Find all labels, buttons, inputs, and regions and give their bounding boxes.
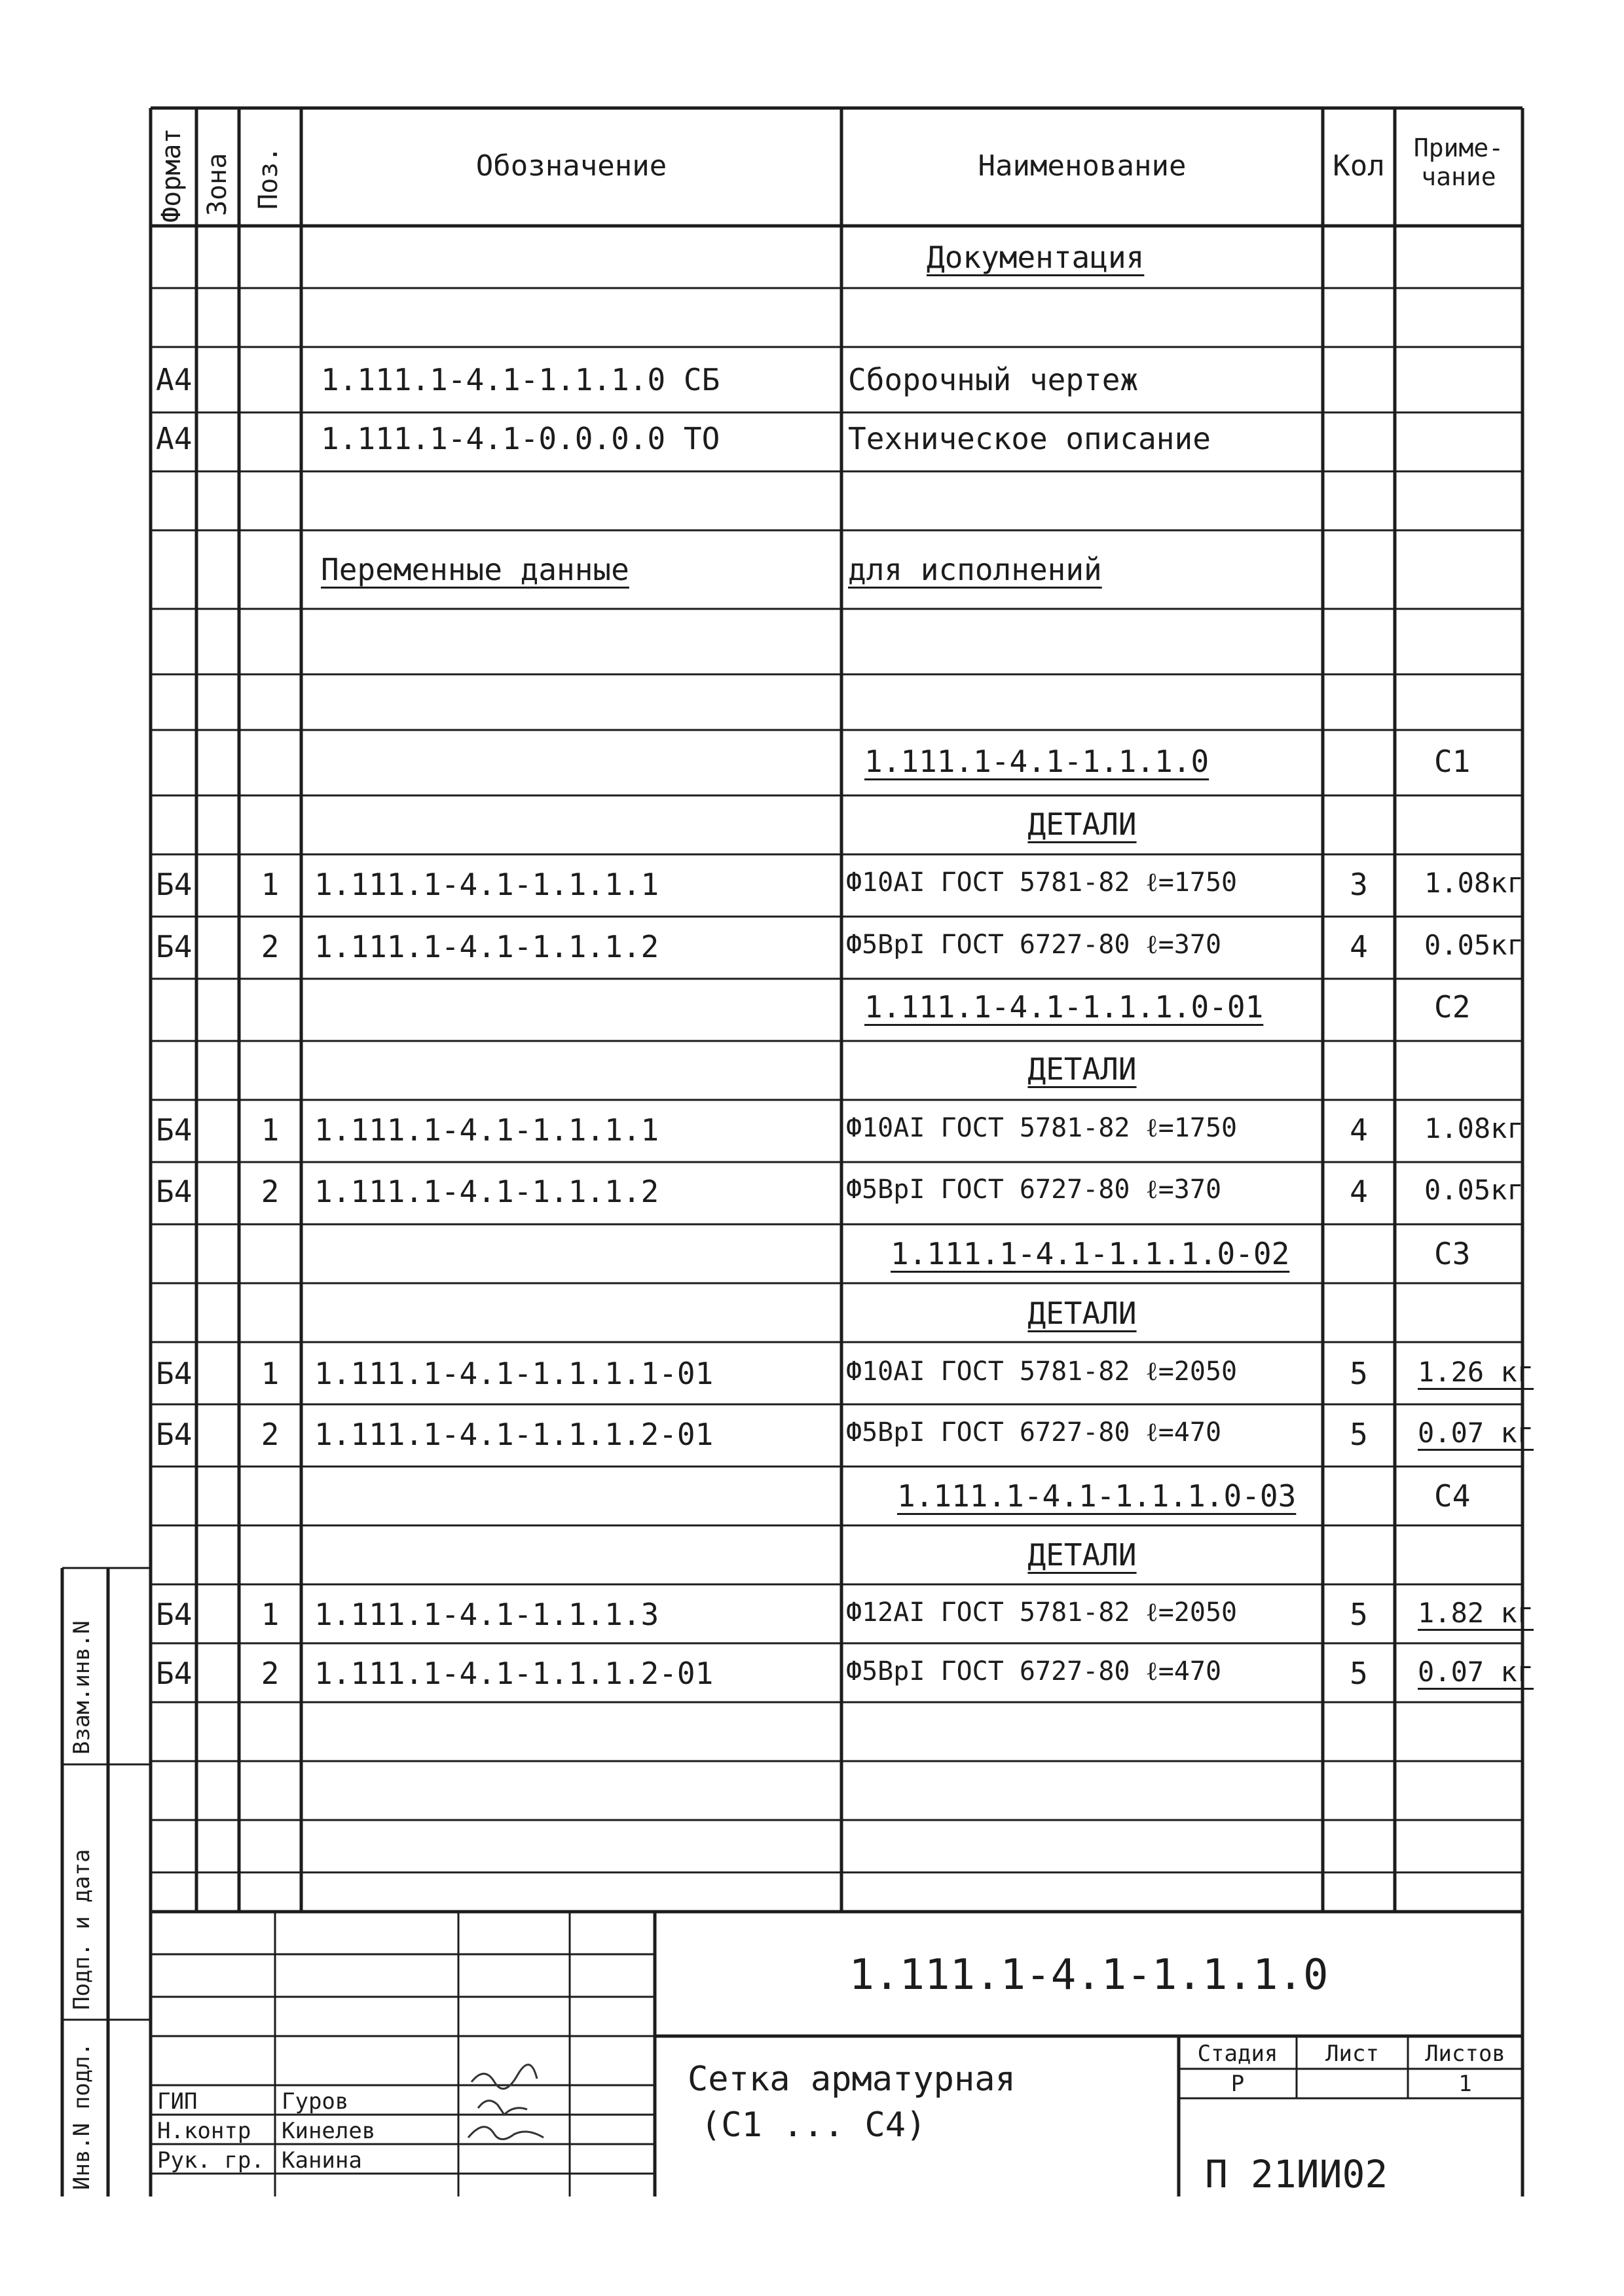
item-qty: 5: [1350, 1356, 1368, 1391]
section-variable-left: Переменные данные: [321, 552, 629, 587]
item-note: 1.82 кг: [1418, 1597, 1534, 1629]
item-qty: 4: [1350, 1112, 1368, 1148]
stamp-inv-orig: Взам.инв.N: [69, 1620, 95, 1755]
item-format: Б4: [156, 867, 193, 902]
item-note: 1.26 кг: [1418, 1356, 1534, 1388]
header-qty: Кол: [1333, 149, 1385, 183]
doc-name: Техническое описание: [848, 421, 1211, 456]
details-label: ДЕТАЛИ: [1027, 1537, 1137, 1573]
variant-code: 1.111.1-4.1-1.1.1.0-02: [891, 1236, 1290, 1271]
item-qty: 5: [1350, 1597, 1368, 1632]
doc-title-line1: Сетка арматурная: [688, 2060, 1016, 2099]
org-code: П 21ИИ02: [1205, 2152, 1388, 2196]
item-format: Б4: [156, 1356, 193, 1391]
item-format: Б4: [156, 1112, 193, 1148]
details-label: ДЕТАЛИ: [1027, 1051, 1137, 1087]
item-name: Ф5ВрI ГОСТ 6727-80 ℓ=370: [846, 930, 1222, 960]
doc-number: 1.111.1-4.1-1.1.1.0: [849, 1951, 1329, 1999]
item-qty: 4: [1350, 1174, 1368, 1209]
details-label: ДЕТАЛИ: [1027, 807, 1137, 842]
item-designation: 1.111.1-4.1-1.1.1.2: [314, 1174, 659, 1209]
header-name: Наименование: [978, 149, 1187, 183]
item-format: Б4: [156, 1417, 193, 1452]
item-pos: 2: [261, 929, 280, 964]
item-qty: 5: [1350, 1656, 1368, 1691]
item-designation: 1.111.1-4.1-1.1.1.3: [314, 1597, 659, 1632]
signer-role: Н.контр: [157, 2118, 251, 2144]
item-designation: 1.111.1-4.1-1.1.1.1-01: [314, 1356, 714, 1391]
variant-note: С4: [1434, 1478, 1471, 1514]
header-pos: Поз.: [253, 146, 284, 210]
signer-name: Гуров: [282, 2088, 349, 2115]
item-format: Б4: [156, 1656, 193, 1691]
doc-designation: 1.111.1-4.1-1.1.1.0 СБ: [321, 362, 720, 397]
sheet-label: Лист: [1325, 2041, 1379, 2067]
item-pos: 2: [261, 1174, 280, 1209]
item-note: 1.08кг: [1424, 1112, 1524, 1144]
doc-name: Сборочный чертеж: [848, 362, 1139, 397]
sheets-value: 1: [1458, 2071, 1472, 2097]
header-format: Формат: [157, 128, 187, 223]
stamp-sign-date: Подп. и дата: [69, 1849, 95, 2010]
doc-designation: 1.111.1-4.1-0.0.0.0 ТО: [321, 421, 720, 456]
doc-title-line2: (С1 ... С4): [701, 2105, 927, 2145]
stage-label: Стадия: [1197, 2041, 1278, 2067]
item-name: Ф5ВрI ГОСТ 6727-80 ℓ=370: [846, 1175, 1222, 1205]
doc-format: А4: [156, 362, 193, 397]
item-qty: 3: [1350, 867, 1368, 902]
details-label: ДЕТАЛИ: [1027, 1296, 1137, 1331]
stage-value: Р: [1230, 2071, 1245, 2097]
item-name: Ф12АI ГОСТ 5781-82 ℓ=2050: [846, 1597, 1238, 1628]
sheets-label: Листов: [1425, 2041, 1505, 2067]
item-name: Ф10АI ГОСТ 5781-82 ℓ=2050: [846, 1357, 1238, 1387]
item-designation: 1.111.1-4.1-1.1.1.2-01: [314, 1656, 714, 1691]
item-pos: 1: [261, 1597, 280, 1632]
item-note: 0.07 кг: [1418, 1656, 1534, 1688]
item-qty: 5: [1350, 1417, 1368, 1452]
item-note: 0.05кг: [1424, 1174, 1524, 1206]
item-pos: 2: [261, 1417, 280, 1452]
doc-format: А4: [156, 421, 193, 456]
header-designation: Обозначение: [475, 149, 667, 183]
variant-note: С1: [1434, 744, 1471, 779]
signer-name: Канина: [282, 2147, 362, 2174]
item-note: 0.07 кг: [1418, 1417, 1534, 1449]
item-note: 0.05кг: [1424, 929, 1524, 961]
variant-note: С2: [1434, 989, 1471, 1025]
item-designation: 1.111.1-4.1-1.1.1.1: [314, 867, 659, 902]
item-name: Ф5ВрI ГОСТ 6727-80 ℓ=470: [846, 1656, 1222, 1686]
item-pos: 1: [261, 867, 280, 902]
header-note: Приме- чание: [1413, 134, 1504, 191]
variant-note: С3: [1434, 1236, 1471, 1271]
item-name: Ф10АI ГОСТ 5781-82 ℓ=1750: [846, 867, 1238, 898]
item-qty: 4: [1350, 929, 1368, 964]
item-format: Б4: [156, 1174, 193, 1209]
section-documentation: Документация: [927, 240, 1145, 275]
item-designation: 1.111.1-4.1-1.1.1.2: [314, 929, 659, 964]
signature-kinelev: [478, 2101, 527, 2115]
signer-role: Рук. гр.: [157, 2147, 265, 2174]
item-name: Ф5ВрI ГОСТ 6727-80 ℓ=470: [846, 1417, 1222, 1448]
signature-kanina: [468, 2127, 544, 2140]
stamp-inv-no: Инв.N подл.: [69, 2042, 95, 2190]
signer-name: Кинелев: [282, 2118, 376, 2144]
variant-code: 1.111.1-4.1-1.1.1.0: [864, 744, 1209, 779]
item-name: Ф10АI ГОСТ 5781-82 ℓ=1750: [846, 1113, 1238, 1143]
item-format: Б4: [156, 929, 193, 964]
variant-code: 1.111.1-4.1-1.1.1.0-03: [897, 1478, 1297, 1514]
item-pos: 1: [261, 1112, 280, 1148]
variant-code: 1.111.1-4.1-1.1.1.0-01: [864, 989, 1264, 1025]
item-note: 1.08кг: [1424, 867, 1524, 899]
header-zone: Зона: [202, 153, 232, 216]
item-format: Б4: [156, 1597, 193, 1632]
item-designation: 1.111.1-4.1-1.1.1.2-01: [314, 1417, 714, 1452]
signer-role: ГИП: [157, 2088, 198, 2115]
item-pos: 1: [261, 1356, 280, 1391]
section-variable-right: для исполнений: [848, 552, 1102, 587]
item-designation: 1.111.1-4.1-1.1.1.1: [314, 1112, 659, 1148]
item-pos: 2: [261, 1656, 280, 1691]
